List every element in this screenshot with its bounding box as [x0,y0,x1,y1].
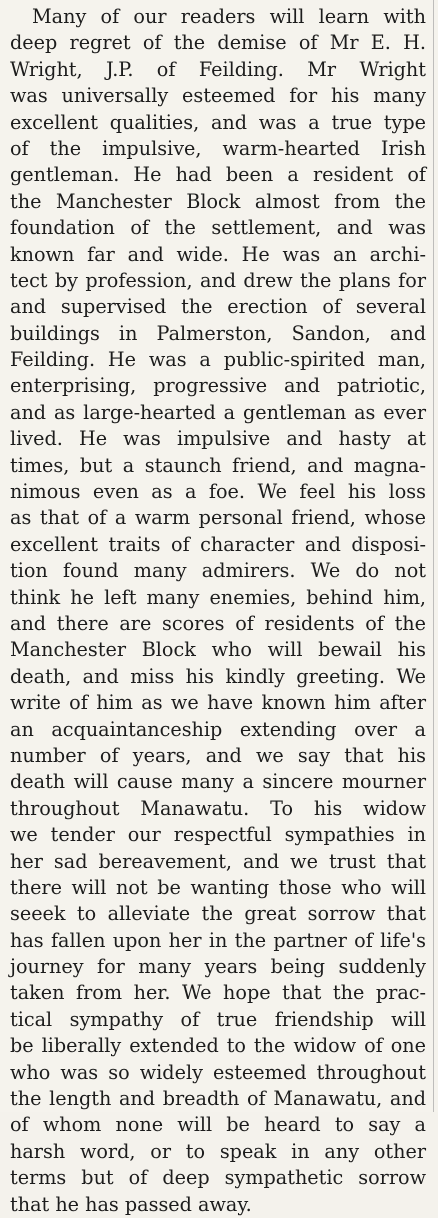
article-line: Manchester Block who will bewail his [10,638,426,662]
article-line: death, and miss his kindly greeting. We [10,664,426,688]
article-line: of the impulsive, warm-hearted Irish [10,136,426,160]
article-line: we tender our respectful sympathies in [10,823,426,847]
article-line: taken from her. We hope that the prac- [10,981,426,1005]
article-line: harsh word, or to speak in any other [10,1139,426,1163]
article-line: be liberally extended to the widow of one [10,1034,426,1058]
article-line: and there are scores of residents of the [10,611,426,635]
article-line: an acquaintanceship extending over a [10,717,426,741]
article-line: enterprising, progressive and patriotic, [10,374,426,398]
article-line: gentleman. He had been a resident of [10,163,426,187]
article-line: terms but of deep sympathetic sorrow [10,1166,426,1190]
article-line: that he has passed away. [10,1192,252,1216]
article-line: excellent qualities, and was a true type [10,110,426,134]
article-line: think he left many enemies, behind him, [10,585,426,609]
article-line: seeek to alleviate the great sorrow that [10,902,426,926]
article-line: death will cause many a sincere mourner [10,770,426,794]
article-line: the Manchester Block almost from the [10,189,426,213]
article-line: tical sympathy of true friendship will [10,1007,426,1031]
article-line: was universally esteemed for his many [10,84,426,108]
article-line: nimous even as a foe. We feel his loss [10,480,426,504]
article-line: the length and breadth of Manawatu, and [10,1087,426,1111]
article-line: known far and wide. He was an archi- [10,242,426,266]
article-line: of whom none will be heard to say a [10,1113,426,1137]
article-line: Feilding. He was a public-spirited man, [10,348,426,372]
article-line: tion found many admirers. We do not [10,559,426,583]
article-line: and as large-hearted a gentleman as ever [10,400,426,424]
article-line: throughout Manawatu. To his widow [10,796,426,820]
article-line: excellent traits of character and disposi- [10,532,426,556]
article-line: write of him as we have known him after [10,691,426,715]
article-line: who was so widely esteemed throughout [10,1060,426,1084]
article-line: buildings in Palmerston, Sandon, and [10,321,426,345]
article-line: foundation of the settlement, and was [10,216,426,240]
article-line: has fallen upon her in the partner of life's [10,928,426,952]
article-line: there will not be wanting those who will [10,875,426,899]
obituary-article [10,4,426,1218]
article-line: her sad bereavement, and we trust that [10,849,426,873]
article-line: number of years, and we say that his [10,743,426,767]
article-line: Wright, J.P. of Feilding. Mr Wright [10,57,426,81]
article-line: Many of our readers will learn with [32,5,426,28]
article-line: times, but a staunch friend, and magna- [10,453,426,477]
column-rule [433,0,434,1112]
article-line: tect by profession, and drew the plans for [10,268,426,292]
article-line: and supervised the erection of several [10,295,426,319]
article-line: lived. He was impulsive and hasty at [10,427,426,451]
article-line: as that of a warm personal friend, whose [10,506,426,530]
article-line: deep regret of the demise of Mr E. H. [10,31,426,55]
article-line: journey for many years being suddenly [10,955,426,979]
